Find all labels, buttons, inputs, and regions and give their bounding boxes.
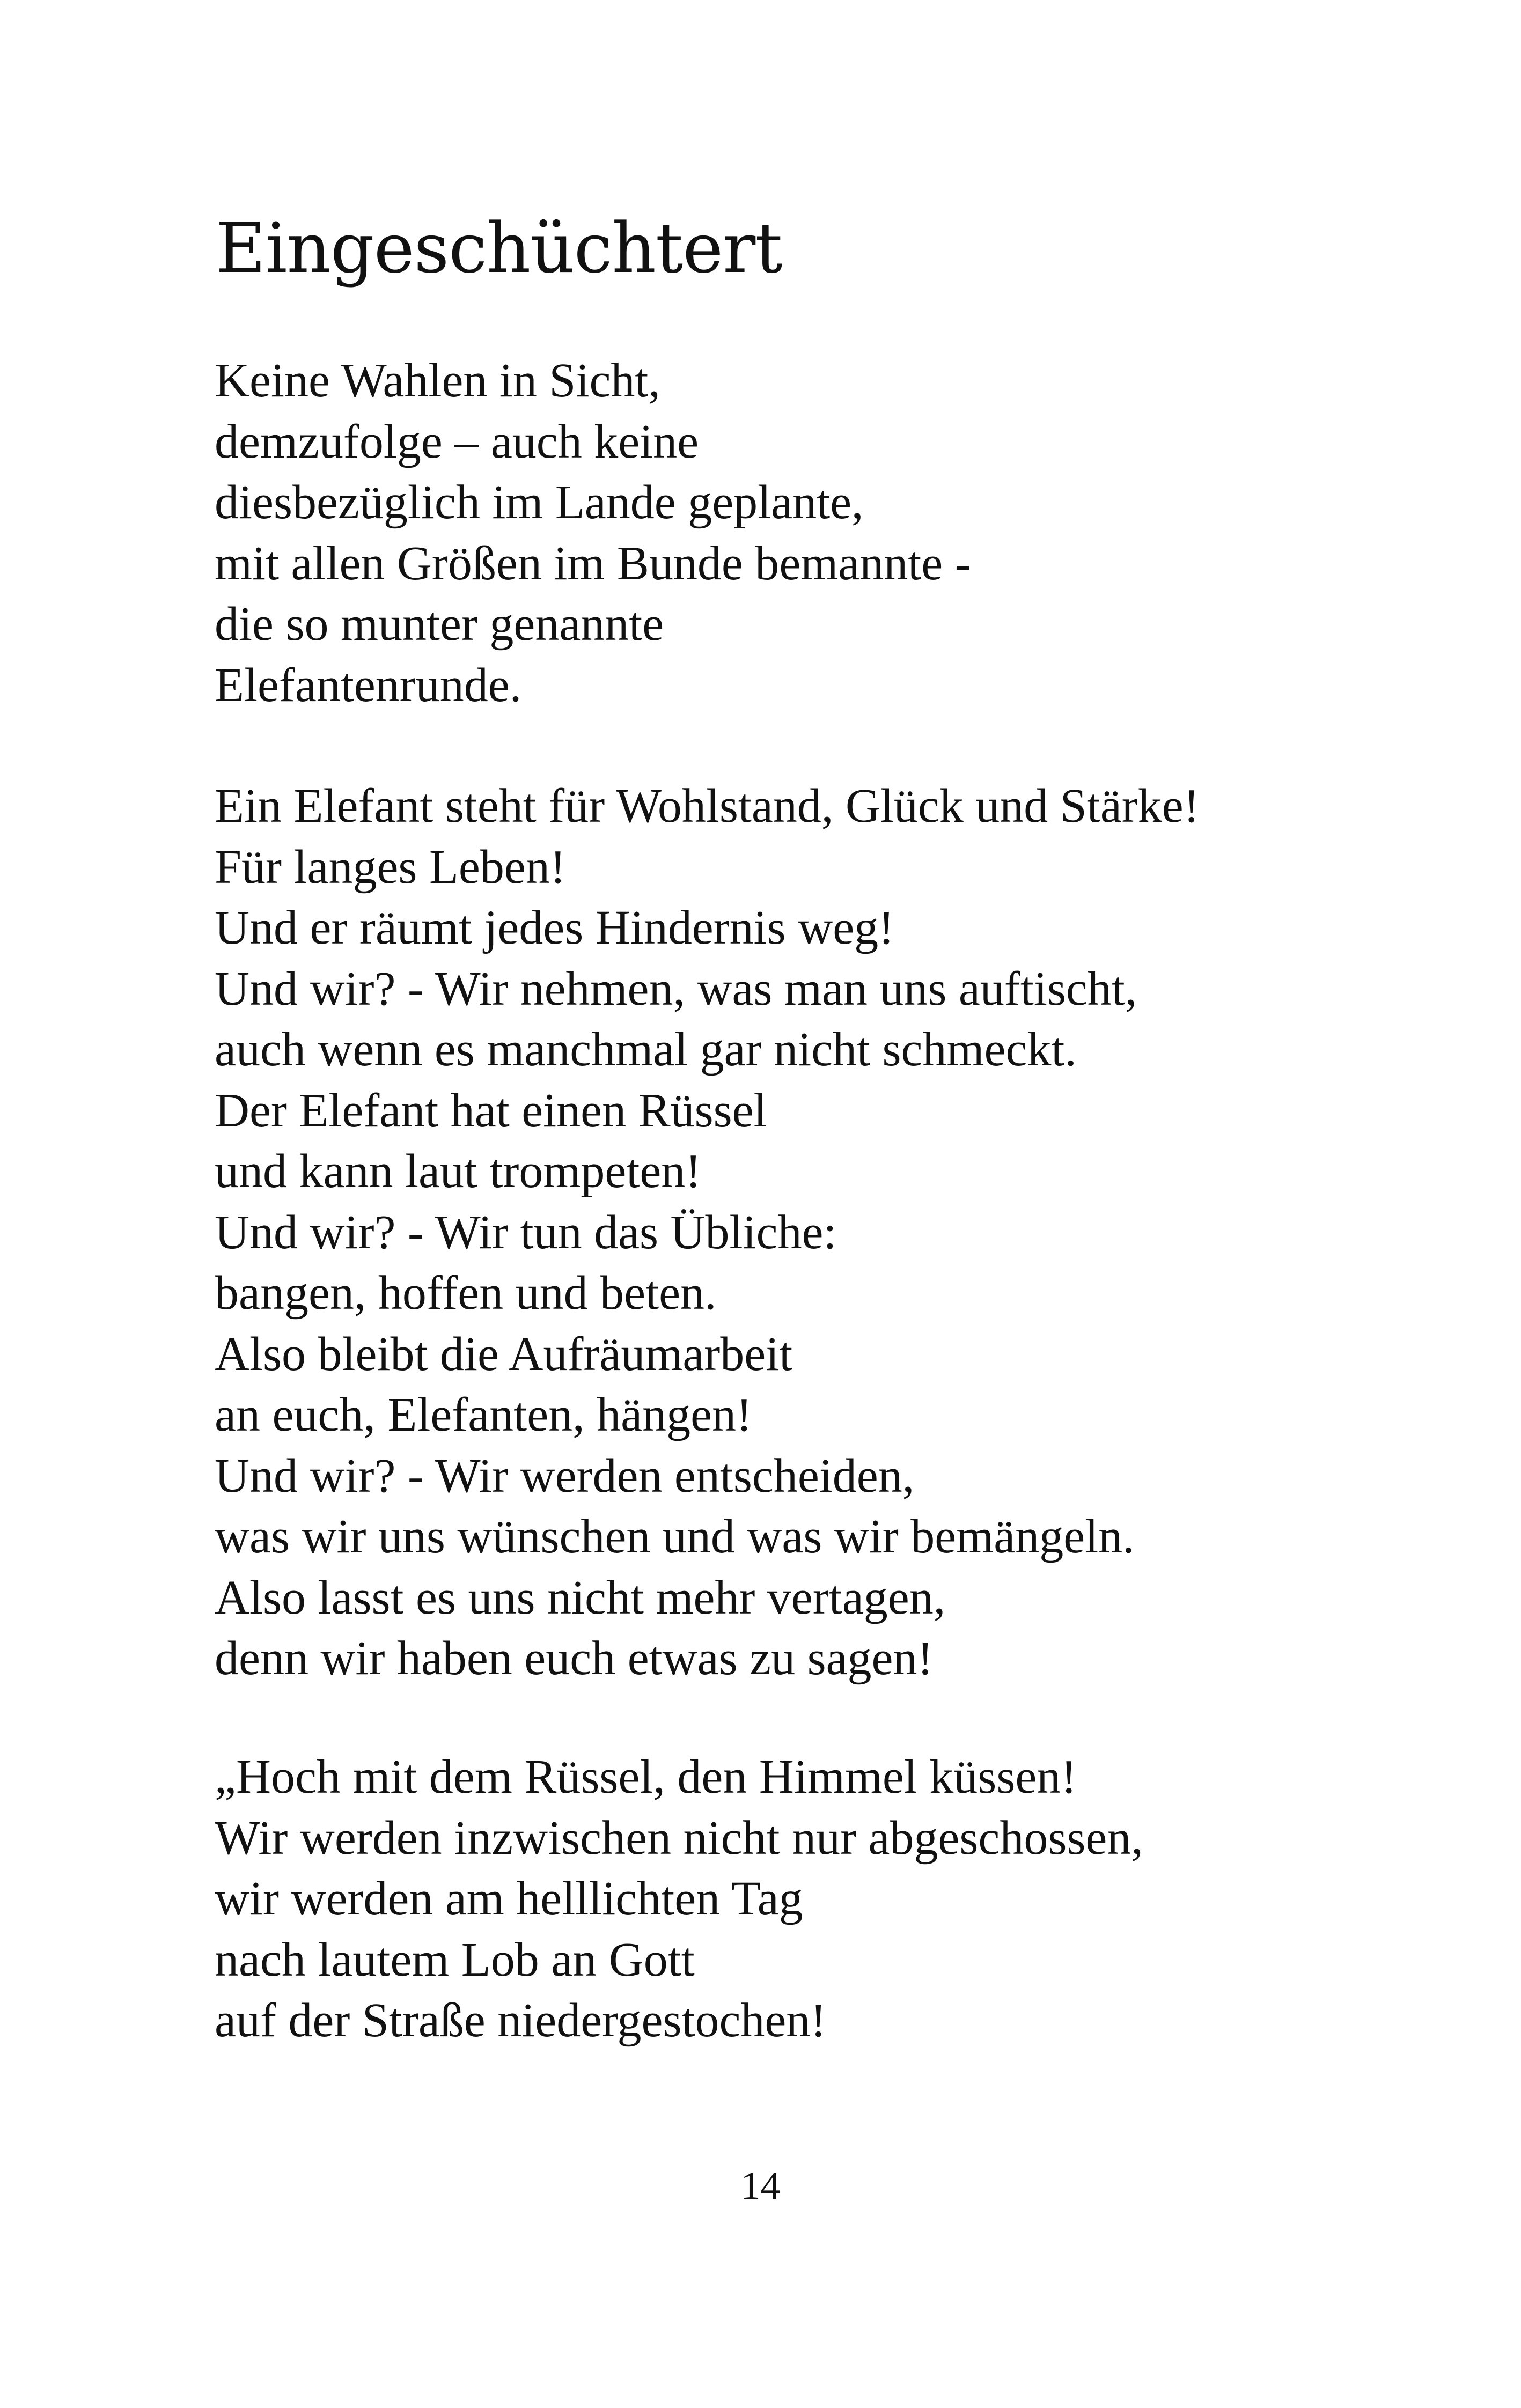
poem-line: und kann laut trompeten! [215, 1145, 702, 1198]
poem-line: Also bleibt die Aufräumarbeit [215, 1327, 793, 1381]
poem-line: Keine Wahlen in Sicht, [215, 354, 660, 407]
poem-line: Wir werden inzwischen nicht nur abgeschossen, [215, 1811, 1143, 1865]
poem-line: Also lasst es uns nicht mehr vertagen, [215, 1571, 946, 1624]
poem-line: die so munter genannte [215, 598, 664, 651]
poem-stanza-3 [215, 1747, 1143, 2051]
poem-line: an euch, Elefanten, hängen! [215, 1388, 752, 1441]
poem-line: auf der Straße niedergestochen! [215, 1994, 827, 2047]
poem-line: diesbezüglich im Lande geplante, [215, 476, 864, 529]
page-number: 14 [740, 2164, 781, 2208]
poem-line: was wir uns wünschen und was wir bemängeln. [215, 1510, 1135, 1563]
poem-line: „Hoch mit dem Rüssel, den Himmel küssen! [215, 1750, 1077, 1803]
poem-stanza-2 [215, 776, 1200, 1689]
poem-line: Der Elefant hat einen Rüssel [215, 1084, 767, 1137]
poem-line: Und wir? - Wir werden entscheiden, [215, 1449, 915, 1503]
poem-line: mit allen Größen im Bunde bemannte - [215, 536, 971, 590]
poem-stanza-1 [215, 350, 971, 716]
poem-line: Für langes Leben! [215, 840, 566, 894]
poem-line: wir werden am helllichten Tag [215, 1872, 803, 1925]
poem-line: Und wir? - Wir tun das Übliche: [215, 1205, 837, 1259]
poem-line: demzufolge – auch keine [215, 415, 699, 468]
poem-line: bangen, hoffen und beten. [215, 1266, 717, 1320]
poem-line: denn wir haben euch etwas zu sagen! [215, 1632, 934, 1685]
poem-line: Ein Elefant steht für Wohlstand, Glück und Stärke! [215, 779, 1200, 833]
poem-line: Und wir? - Wir nehmen, was man uns auftischt, [215, 962, 1137, 1015]
poem-line: auch wenn es manchmal gar nicht schmeckt. [215, 1023, 1077, 1076]
poem-line: Und er räumt jedes Hindernis weg! [215, 901, 895, 954]
poem-line: nach lautem Lob an Gott [215, 1933, 695, 1986]
poem-title: Eingeschüchtert [216, 209, 782, 289]
poem-line: Elefantenrunde. [215, 658, 522, 712]
